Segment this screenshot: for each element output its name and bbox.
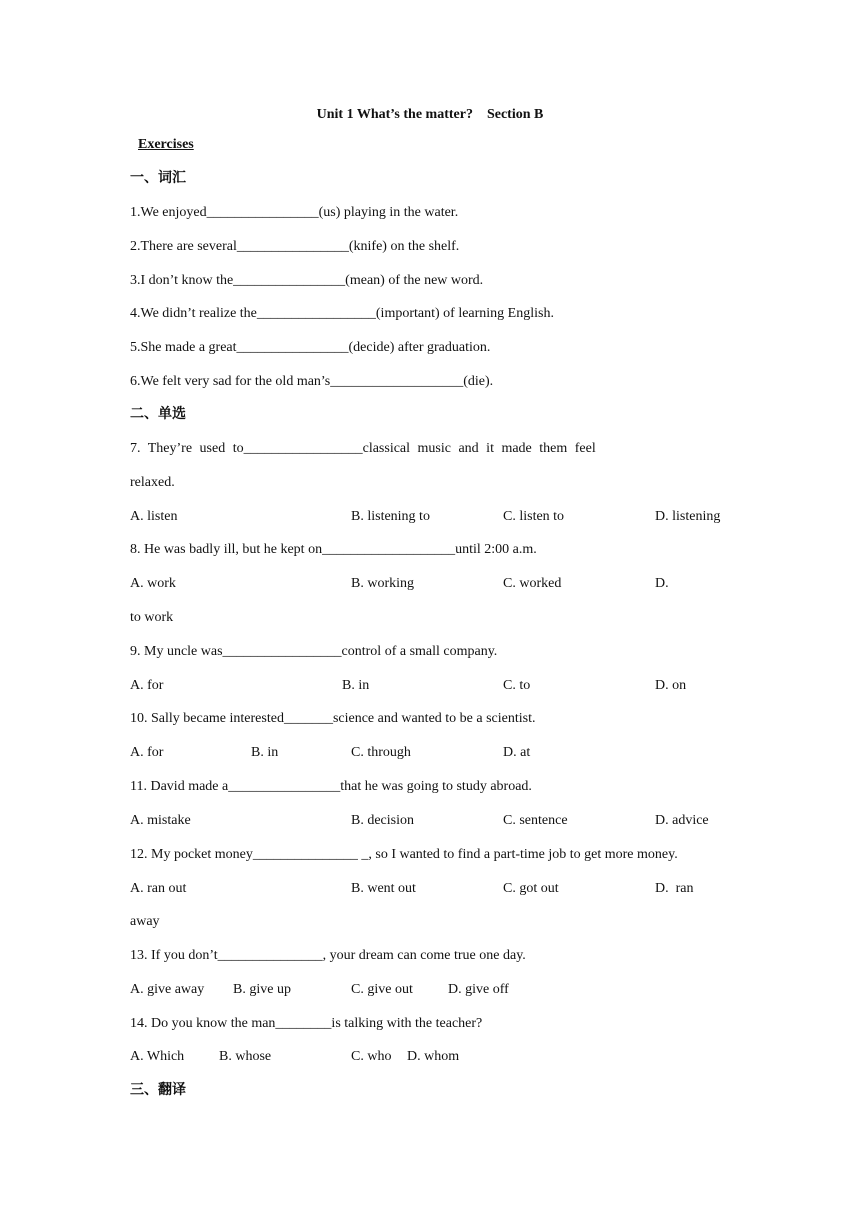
page-title: Unit 1 What’s the matter? Section B	[316, 107, 544, 122]
vocab-item-3: 3.I don’t know the________________(mean) of the new word.	[130, 273, 484, 288]
section-choice-heading: 二、单选	[130, 407, 186, 422]
question-14-option-b: B. whose	[219, 1049, 272, 1064]
question-14-stem: 14. Do you know the man________is talking with the teacher?	[130, 1016, 483, 1031]
question-14-option-c: C. who	[351, 1049, 392, 1064]
question-12-stem: 12. My pocket money_______________ _, so I wanted to find a part-time job to get more money.	[130, 847, 678, 862]
question-7-stem: 7. They’re used to_________________classical music and it made them feel	[130, 441, 596, 456]
question-12-option-a: A. ran out	[130, 881, 187, 896]
question-11-option-a: A. mistake	[130, 813, 191, 828]
question-13-option-c: C. give out	[351, 982, 413, 997]
question-8-option-b: B. working	[351, 576, 414, 591]
question-7-option-a: A. listen	[130, 509, 178, 524]
question-11-stem: 11. David made a________________that he was going to study abroad.	[130, 779, 532, 794]
question-10-stem: 10. Sally became interested_______science and wanted to be a scientist.	[130, 711, 536, 726]
question-14-option-a: A. Which	[130, 1049, 185, 1064]
question-12-option-b: B. went out	[351, 881, 416, 896]
question-7-option-c: C. listen to	[503, 509, 565, 524]
question-8-option-c: C. worked	[503, 576, 562, 591]
question-13-stem: 13. If you don’t_______________, your dream can come true one day.	[130, 948, 526, 963]
question-9-option-d: D. on	[655, 678, 687, 693]
vocab-item-4: 4.We didn’t realize the_________________(important) of learning English.	[130, 306, 554, 321]
question-9-option-a: A. for	[130, 678, 164, 693]
question-13-option-a: A. give away	[130, 982, 205, 997]
question-14-option-d: D. whom	[407, 1049, 460, 1064]
section-translate-heading: 三、翻译	[130, 1083, 186, 1098]
question-9-option-c: C. to	[503, 678, 531, 693]
vocab-item-2: 2.There are several________________(knife) on the shelf.	[130, 239, 460, 254]
question-11-option-c: C. sentence	[503, 813, 568, 828]
vocab-item-5: 5.She made a great________________(decide) after graduation.	[130, 340, 491, 355]
question-10-option-c: C. through	[351, 745, 411, 760]
question-8-option-d: D.	[655, 576, 669, 591]
vocab-item-1: 1.We enjoyed________________(us) playing in the water.	[130, 205, 459, 220]
question-11-option-d: D. advice	[655, 813, 709, 828]
question-8-option-a: A. work	[130, 576, 176, 591]
section-vocab-heading: 一、词汇	[130, 171, 186, 186]
question-7-option-b: B. listening to	[351, 509, 430, 524]
question-12-option-d: D. ran	[655, 881, 694, 896]
question-8-stem: 8. He was badly ill, but he kept on___________________until 2:00 a.m.	[130, 542, 537, 557]
question-7-stem-cont: relaxed.	[130, 475, 175, 490]
question-10-option-d: D. at	[503, 745, 531, 760]
question-9-option-b: B. in	[342, 678, 370, 693]
question-10-option-a: A. for	[130, 745, 164, 760]
question-12-option-d-cont: away	[130, 914, 160, 929]
question-9-stem: 9. My uncle was_________________control of a small company.	[130, 644, 498, 659]
question-11-option-b: B. decision	[351, 813, 414, 828]
vocab-item-6: 6.We felt very sad for the old man’s___________________(die).	[130, 374, 494, 389]
question-13-option-d: D. give off	[448, 982, 509, 997]
question-13-option-b: B. give up	[233, 982, 291, 997]
question-7-option-d: D. listening	[655, 509, 721, 524]
question-8-option-d-cont: to work	[130, 610, 174, 625]
question-10-option-b: B. in	[251, 745, 279, 760]
question-12-option-c: C. got out	[503, 881, 559, 896]
exercises-label: Exercises	[138, 137, 194, 152]
